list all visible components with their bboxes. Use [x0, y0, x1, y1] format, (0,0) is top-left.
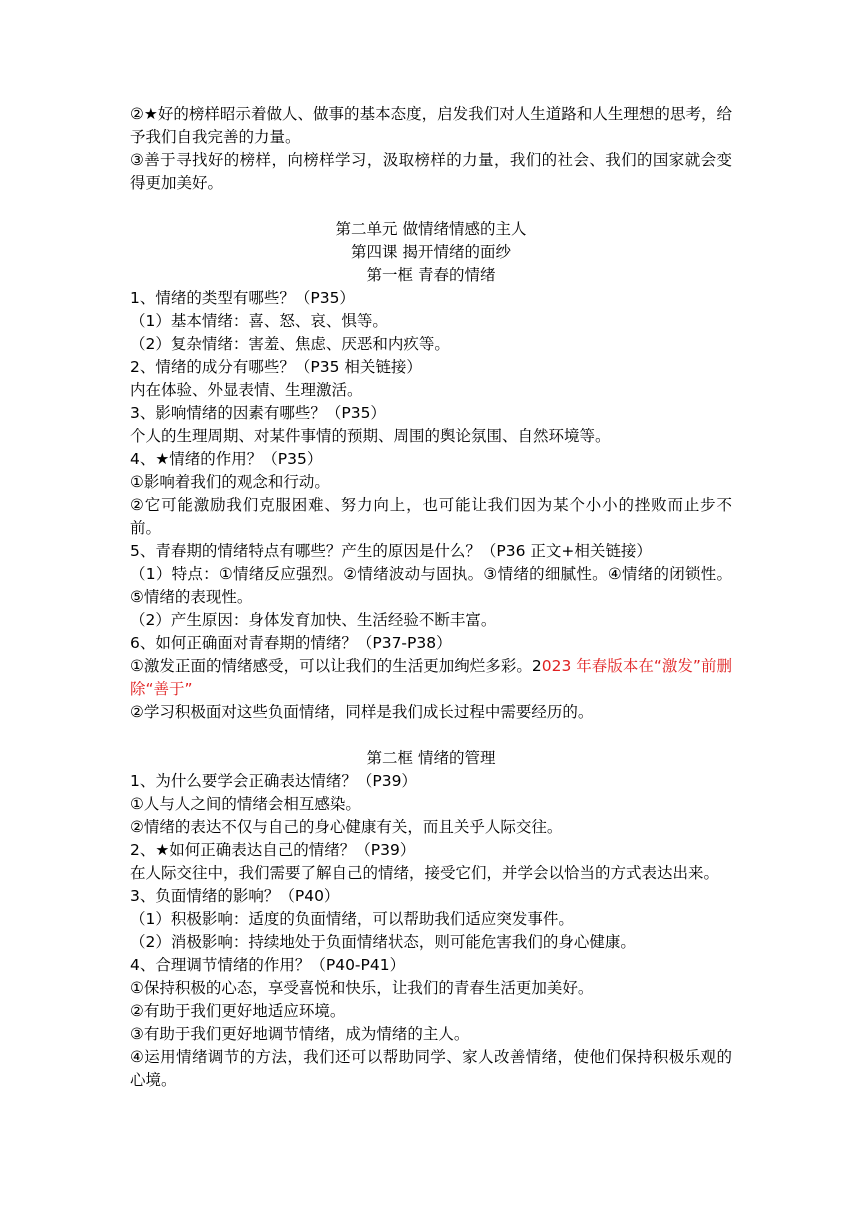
text-line: （1）特点：①情绪反应强烈。②情绪波动与固执。③情绪的细腻性。④情绪的闭锁性。⑤情绪的表现性。 — [130, 565, 732, 606]
text-line: 内在体验、外显表情、生理激活。 — [130, 381, 363, 399]
text-line: 6、如何正确面对青春期的情绪？（P37-P38） — [130, 634, 452, 652]
text-line: （2）复杂情绪：害羞、焦虑、厌恶和内疚等。 — [130, 335, 450, 353]
text-line: （2）产生原因：身体发育加快、生活经验不断丰富。 — [130, 611, 497, 629]
text-line: ②有助于我们更好地适应环境。 — [130, 1002, 346, 1020]
text-line: ①影响着我们的观念和行动。 — [130, 473, 330, 491]
text-line: 2、★如何正确表达自己的情绪？（P39） — [130, 841, 416, 859]
text-line: 5、青春期的情绪特点有哪些？产生的原因是什么？（P36 正文+相关链接） — [130, 542, 652, 560]
text-line: ①保持积极的心态，享受喜悦和快乐，让我们的青春生活更加美好。 — [130, 979, 594, 997]
mixed-line — [130, 655, 732, 701]
text-line: ②学习积极面对这些负面情绪，同样是我们成长过程中需要经历的。 — [130, 703, 594, 721]
paragraph: ③善于寻找好的榜样，向榜样学习，汲取榜样的力量，我们的社会、我们的国家就会变得更加美好。 — [130, 151, 732, 192]
text-black: ①激发正面的情绪感受，可以让我们的生活更加绚烂多彩。2 — [130, 657, 542, 675]
unit-title: 第二单元 做情绪情感的主人 — [335, 220, 527, 238]
text-line: 1、情绪的类型有哪些？（P35） — [130, 289, 355, 307]
text-line: 4、合理调节情绪的作用？（P40-P41） — [130, 956, 406, 974]
lesson-title: 第四课 揭开情绪的面纱 — [351, 243, 511, 261]
text-line: ④运用情绪调节的方法，我们还可以帮助同学、家人改善情绪，使他们保持积极乐观的心境。 — [130, 1048, 732, 1089]
section-title: 第一框 青春的情绪 — [366, 266, 496, 284]
text-line: （1）积极影响：适度的负面情绪，可以帮助我们适应突发事件。 — [130, 910, 574, 928]
text-line: 4、★情绪的作用？（P35） — [130, 450, 323, 468]
revision-note: 023 年春版本在“激发”前删除“善于” — [130, 657, 733, 698]
document-page — [130, 103, 732, 1092]
section-title: 第二框 情绪的管理 — [366, 749, 496, 767]
text-line: 在人际交往中，我们需要了解自己的情绪，接受它们，并学会以恰当的方式表达出来。 — [130, 864, 720, 882]
text-line: ②它可能激励我们克服困难、努力向上，也可能让我们因为某个小小的挫败而止步不前。 — [130, 496, 732, 537]
text-line: ③有助于我们更好地调节情绪，成为情绪的主人。 — [130, 1025, 470, 1043]
text-line: 1、为什么要学会正确表达情绪？（P39） — [130, 772, 417, 790]
text-line: （1）基本情绪：喜、怒、哀、惧等。 — [130, 312, 388, 330]
text-line: （2）消极影响：持续地处于负面情绪状态，则可能危害我们的身心健康。 — [130, 933, 636, 951]
blank-line — [130, 724, 732, 747]
text-line: ②情绪的表达不仅与自己的身心健康有关，而且关乎人际交往。 — [130, 818, 563, 836]
text-line: 3、负面情绪的影响？（P40） — [130, 887, 340, 905]
text-line: 2、情绪的成分有哪些？（P35 相关链接） — [130, 358, 422, 376]
text-line: 3、影响情绪的因素有哪些？（P35） — [130, 404, 386, 422]
paragraph: ②★好的榜样昭示着做人、做事的基本态度，启发我们对人生道路和人生理想的思考，给予我们自我完善的力量。 — [130, 105, 732, 146]
text-line: 个人的生理周期、对某件事情的预期、周围的舆论氛围、自然环境等。 — [130, 427, 611, 445]
text-line: ①人与人之间的情绪会相互感染。 — [130, 795, 361, 813]
